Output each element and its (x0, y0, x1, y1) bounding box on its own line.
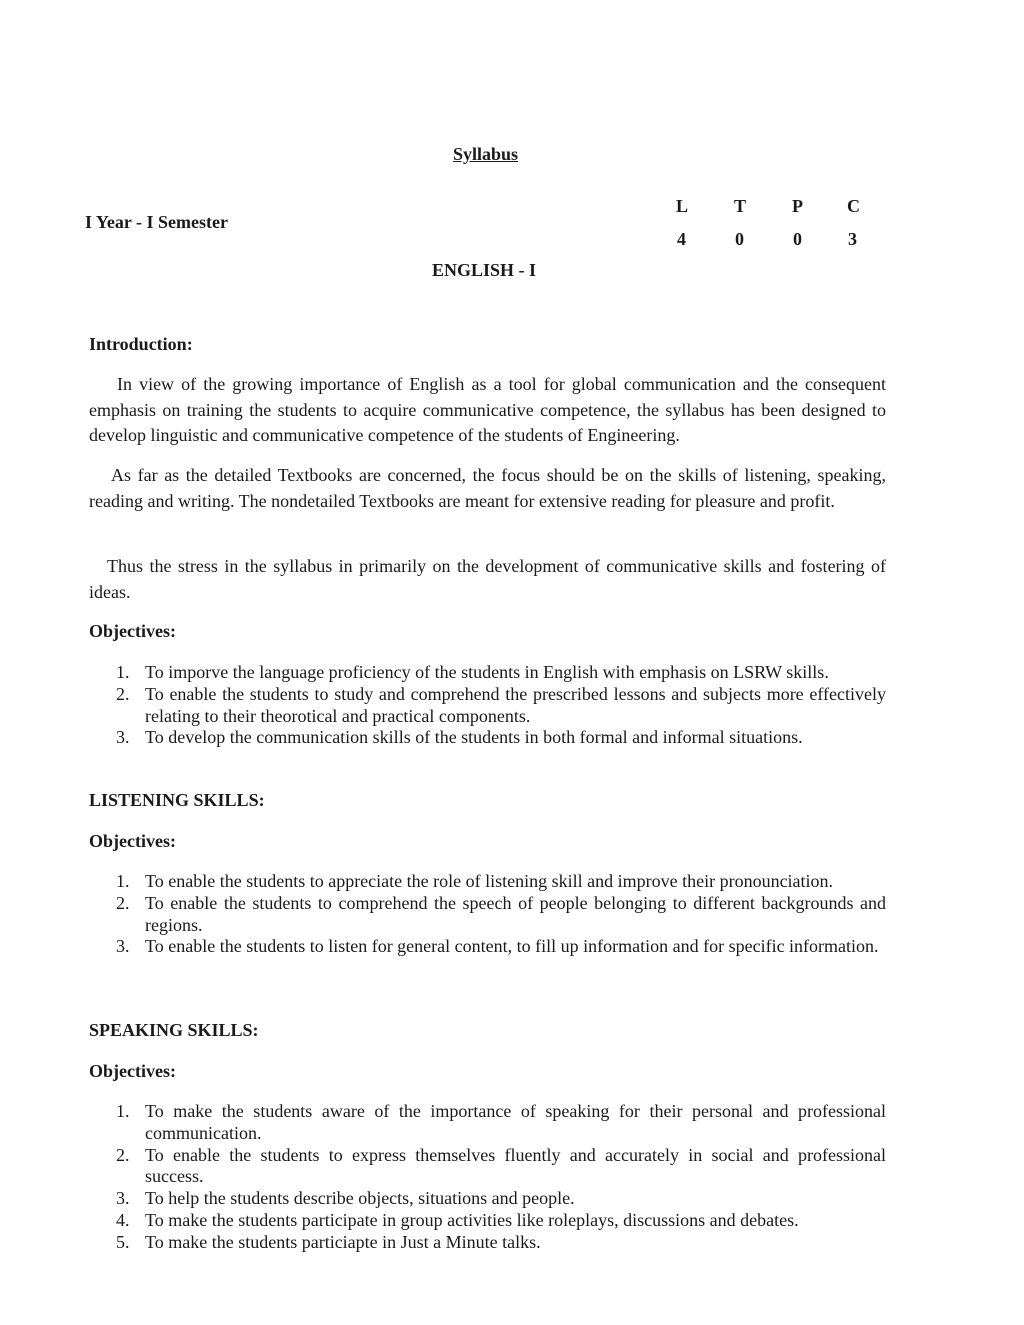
list-item: 5. To make the students particiapte in Just a Minute talks. (116, 1231, 541, 1252)
introduction-heading: Introduction: (89, 334, 193, 354)
list-item: 3. To help the students describe objects, situations and people. (116, 1188, 575, 1209)
intro-paragraph-2: As far as the detailed Textbooks are concerned, the focus should be on the skills of listening, speaking, reading and writing. The nondetailed Textbooks are meant for extensive reading for pleasure and profit. (89, 465, 886, 511)
ltpc-value-p: 0 (793, 229, 802, 249)
speaking-heading: SPEAKING SKILLS: (89, 1020, 259, 1040)
list-item: 1. To make the students aware of the importance of speaking for their personal and professional communication. (116, 1101, 886, 1143)
list-item: 2. To enable the students to study and comprehend the prescribed lessons and subjects more effectively relating to their theorotical and practical components. (116, 683, 886, 726)
ltpc-header-l: L (676, 196, 689, 216)
page-title: Syllabus (453, 144, 519, 164)
list-item: 4. To make the students participate in group activities like roleplays, discussions and debates. (116, 1209, 799, 1230)
speaking-objectives-heading: Objectives: (89, 1061, 176, 1081)
semester-label: I Year - I Semester (85, 212, 228, 232)
ltpc-header-t: T (734, 196, 747, 216)
objectives-heading: Objectives: (89, 621, 176, 641)
objectives-list (89, 662, 886, 749)
ltpc-header-p: P (792, 196, 803, 216)
list-item: 1. To enable the students to appreciate the role of listening skill and improve their pronounciation. (116, 871, 834, 891)
course-title: ENGLISH - I (432, 260, 537, 280)
list-item: 3. To enable the students to listen for general content, to fill up information and for specific information. (116, 936, 879, 957)
ltpc-value-c: 3 (848, 229, 857, 249)
ltpc-value-t: 0 (735, 229, 744, 249)
list-item: 1. To imporve the language proficiency of the students in English with emphasis on LSRW skills. (116, 662, 829, 682)
speaking-objectives-list (89, 1101, 886, 1254)
listening-objectives-heading: Objectives: (89, 831, 176, 851)
listening-heading: LISTENING SKILLS: (89, 790, 265, 810)
intro-paragraph-1: In view of the growing importance of English as a tool for global communication and the consequent emphasis on training the students to acquire communicative competence, the syllabus has been designed to develop linguistic and communicative competence of the students of Engineering. (89, 374, 886, 445)
list-item: 3. To develop the communication skills of the students in both formal and informal situations. (116, 727, 803, 748)
intro-paragraph-3: Thus the stress in the syllabus in primarily on the development of communicative skills and fostering of ideas. (89, 556, 886, 602)
ltpc-value-l: 4 (677, 229, 686, 249)
listening-objectives-list (89, 871, 886, 958)
list-item: 2. To enable the students to comprehend the speech of people belonging to different backgrounds and regions. (116, 892, 886, 935)
ltpc-header-c: C (847, 196, 860, 216)
list-item: 2. To enable the students to express themselves fluently and accurately in social and professional success. (116, 1144, 886, 1187)
